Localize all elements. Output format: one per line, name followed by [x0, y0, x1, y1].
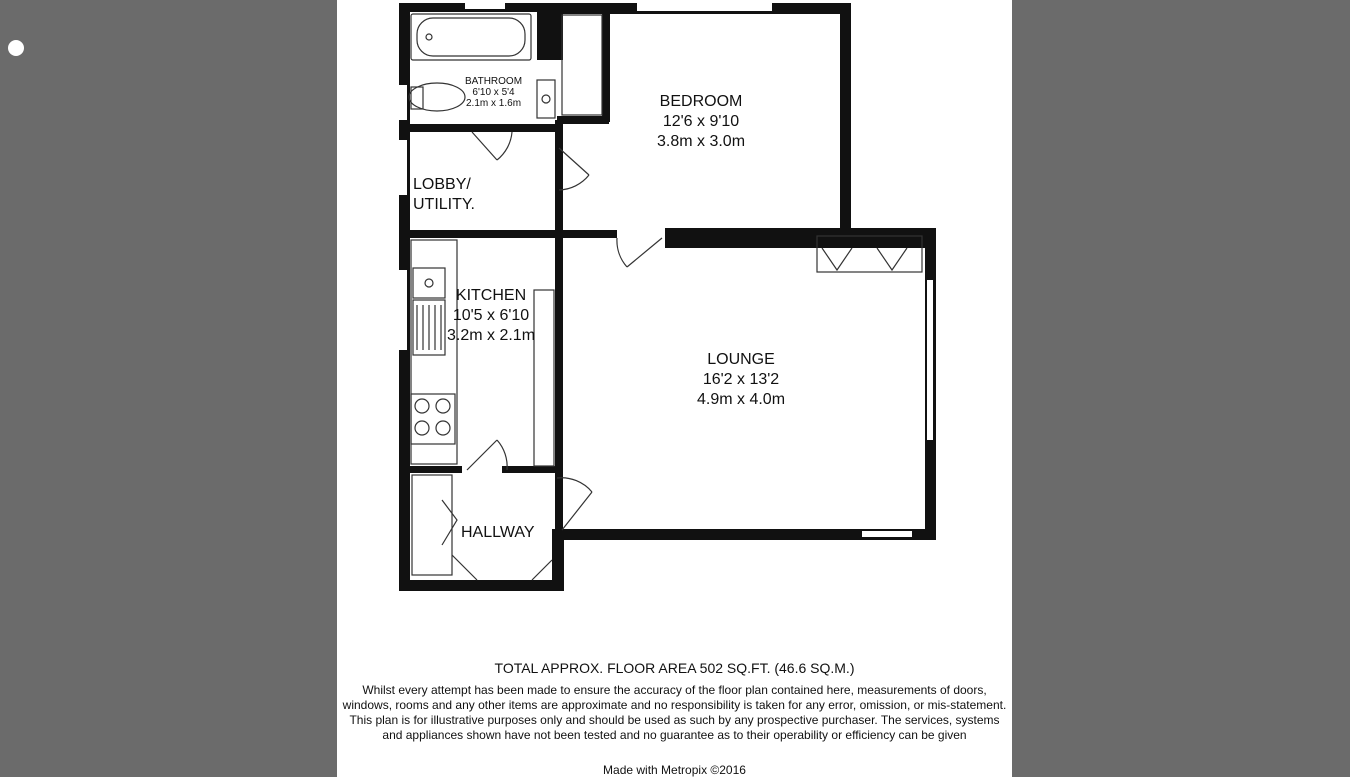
credit-text: Made with Metropix ©2016	[603, 763, 746, 777]
floor-plan-drawing	[337, 0, 1012, 600]
lounge-label	[697, 350, 785, 410]
bedroom-imperial: 12'6 x 9'10	[662, 113, 740, 130]
lobby-line-2: UTILITY.	[413, 196, 475, 213]
bathroom-imperial: 6'10 x 5'4	[472, 87, 515, 98]
lounge-metric: 4.9m x 4.0m	[697, 391, 786, 408]
floor-plan-sheet	[337, 0, 1012, 777]
total-floor-area: TOTAL APPROX. FLOOR AREA 502 SQ.FT. (46.6 SQ.M.)	[494, 660, 855, 676]
lobby-line-1: LOBBY/	[413, 176, 471, 193]
kitchen-label	[447, 286, 535, 346]
hallway-label	[461, 523, 535, 543]
bedroom-label	[657, 92, 745, 152]
bathroom-metric: 2.1m x 1.6m	[466, 98, 522, 109]
hallway-name: HALLWAY	[461, 524, 535, 541]
bathroom-label	[465, 76, 522, 109]
lobby-label	[413, 175, 475, 215]
bedroom-name: BEDROOM	[659, 93, 743, 110]
viewer-indicator-dot-icon	[8, 40, 24, 56]
kitchen-imperial: 10'5 x 6'10	[452, 307, 530, 324]
bathroom-name: BATHROOM	[465, 76, 523, 87]
disclaimer-text: Whilst every attempt has been made to ensure the accuracy of the floor plan contained here, measurements of doors, windows, rooms and any other items are approximate and no responsibility is taken for any error, omission, or mis-statement. This plan is for illustrative purposes only and should be used as such by any prospective purchaser. The services, systems and appliances shown have not been tested and no guarantee as to their operability or efficiency can be given	[342, 683, 1007, 742]
lounge-imperial: 16'2 x 13'2	[702, 371, 780, 388]
lounge-name: LOUNGE	[707, 351, 775, 368]
kitchen-name: KITCHEN	[455, 287, 527, 304]
kitchen-metric: 3.2m x 2.1m	[447, 327, 536, 344]
bedroom-metric: 3.8m x 3.0m	[657, 133, 746, 150]
